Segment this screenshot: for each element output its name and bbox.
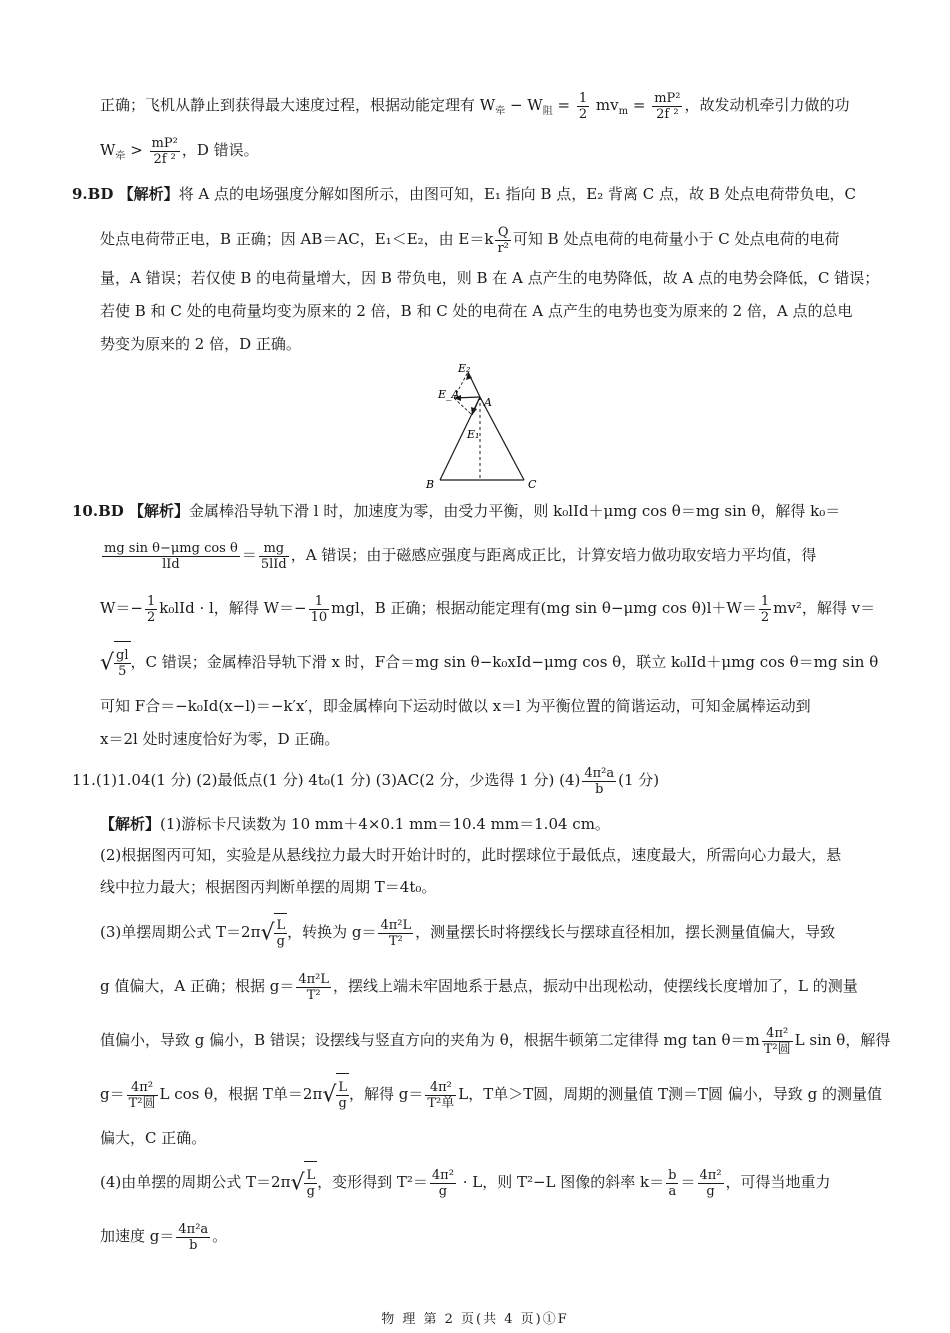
text-run: ＝ [241, 546, 257, 564]
text-line [100, 535, 870, 575]
text-line: 线中拉力最大；根据图丙判断单摆的周期 T＝4t₀。 [100, 878, 437, 896]
subscript: 牵 [115, 151, 126, 162]
denominator: g [276, 933, 285, 949]
text-run: ，解得 g＝ [349, 1085, 424, 1103]
numerator: mg [259, 541, 289, 557]
text-line [72, 183, 872, 205]
text-run: g＝ [100, 1085, 125, 1103]
fraction [698, 1168, 724, 1199]
numerator: 4π² [699, 1167, 722, 1183]
denominator: T²圆 [128, 1095, 156, 1111]
denominator: lId [162, 556, 180, 572]
text-line [100, 132, 870, 168]
denominator: g [706, 1183, 715, 1199]
numerator: gl [116, 647, 129, 663]
text-run: (1 分) [618, 771, 660, 789]
fraction [336, 1080, 349, 1111]
numerator: b [668, 1167, 677, 1183]
analysis-label: 【解析】 [100, 815, 161, 833]
subscript: 牵 [495, 106, 506, 117]
label-b: B [426, 478, 435, 491]
fraction [274, 918, 287, 949]
text-run: mv [591, 96, 619, 114]
numerator: 4π²L [380, 917, 412, 933]
radical-sign: √ [322, 1082, 337, 1107]
text-run: 11.(1)1.04(1 分) (2)最低点(1 分) 4t₀(1 分) (3)AC(2 分，少选得 1 分) (4) [72, 771, 581, 789]
radicand [304, 1161, 317, 1206]
fraction [652, 91, 682, 122]
text-line [100, 640, 879, 684]
text-run: 处点电荷带正电，B 正确；因 AB＝AC，E₁＜E₂，由 E＝k [100, 230, 494, 248]
numerator: mP² [654, 90, 681, 106]
radical-sign: √ [290, 1170, 305, 1195]
fraction [582, 766, 616, 797]
numerator: L [338, 1079, 348, 1095]
text-run: · L，则 T²−L 图像的斜率 k＝ [457, 1173, 665, 1191]
square-root [322, 1073, 349, 1118]
numerator: L [306, 1167, 316, 1183]
numerator: 4π²a [178, 1221, 209, 1237]
text-line: 量，A 错误；若仅使 B 的电荷量增大，因 B 带负电，则 B 在 A 点产生的电势降低，故 A 点的电势会降低，C 错误； [100, 269, 880, 287]
question-header: 10.BD 【解析】 [72, 502, 190, 520]
text-run: 金属棒沿导轨下滑 l 时，加速度为零，由受力平衡，则 k₀lId＋μmg cos θ＝mg sin θ，解得 k₀＝ [189, 502, 841, 520]
text-run: ，故发动机牵引力做的功 [684, 96, 850, 114]
text-line: 可知 F合＝−k₀Id(x−l)＝−k′x′，即金属棒向下运动时做以 x＝l 为平衡位置的简谐运动，可知金属棒运动到 [100, 697, 811, 715]
text-run: 正确；飞机从静止到获得最大速度过程，根据动能定理有 W [100, 96, 496, 114]
fraction [259, 541, 289, 572]
text-line [72, 762, 872, 798]
text-run: W＝− [100, 599, 143, 617]
denominator: T²圆 [763, 1041, 791, 1057]
text-run: 可知 B 处点电荷的电荷量小于 C 处点电荷的电荷 [512, 230, 840, 248]
denominator: r² [497, 240, 509, 256]
fraction [430, 1168, 456, 1199]
denominator: 10 [310, 609, 328, 625]
denominator: g [438, 1183, 448, 1199]
denominator: T²单 [427, 1095, 455, 1111]
text-run: ，转换为 g＝ [287, 923, 377, 941]
text-run: ，摆线上端未牢固地系于悬点，振动中出现松动，使摆线长度增加了，L 的测量 [333, 977, 858, 995]
denominator: g [338, 1095, 347, 1111]
numerator: 4π²a [584, 765, 615, 781]
label-e2: E₂ [458, 362, 471, 375]
fraction [145, 594, 157, 625]
text-line [100, 813, 870, 835]
text-line [72, 500, 872, 522]
text-line: (2)根据图丙可知，实验是从悬线拉力最大时开始计时的，此时摆球位于最低点，速度最大，所需向心力最大，悬 [100, 846, 842, 864]
text-line [100, 912, 870, 952]
numerator: 4π² [127, 1080, 158, 1096]
square-root [100, 641, 131, 686]
text-run: > [125, 141, 148, 159]
text-run: 加速度 g＝ [100, 1227, 175, 1245]
text-line: 若使 B 和 C 处的电荷量均变为原来的 2 倍，B 和 C 处的电荷在 A 点产生的电势也变为原来的 2 倍，A 点的总电 [100, 302, 853, 320]
text-line [100, 1160, 870, 1204]
denominator: T² [388, 933, 403, 949]
label-e1: E₁ [467, 428, 480, 441]
numerator: Q [495, 225, 510, 241]
radicand [114, 641, 130, 686]
numerator: 1 [309, 594, 330, 610]
text-run: 。 [212, 1227, 228, 1245]
denominator: b [189, 1237, 198, 1253]
text-run: g 值偏大，A 正确；根据 g＝ [100, 977, 295, 995]
fraction [495, 225, 510, 256]
fraction [127, 1080, 158, 1111]
denominator: 5 [118, 663, 127, 679]
text-run: 值偏小，导致 g 偏小，B 错误；设摆线与竖直方向的夹角为 θ，根据牛顿第二定律得 mg tan θ＝m [100, 1031, 760, 1049]
text-line [100, 1072, 882, 1116]
denominator: g [306, 1183, 315, 1199]
denominator: 5lId [260, 556, 287, 572]
text-run: − W [505, 96, 543, 114]
label-a: A [484, 396, 492, 409]
text-line [100, 966, 870, 1006]
text-run: = [552, 96, 575, 114]
fraction [304, 1168, 317, 1199]
question-header: 9.BD 【解析】 [72, 185, 179, 203]
fraction [425, 1080, 456, 1111]
text-run: ＝ [680, 1173, 696, 1191]
text-line [100, 588, 876, 628]
fraction [114, 648, 130, 679]
numerator: 4π² [431, 1167, 454, 1183]
text-line [100, 222, 870, 256]
text-run: ，测量摆长时将摆线长与摆球直径相加，摆长测量值偏大，导致 [415, 923, 836, 941]
fraction [577, 91, 589, 122]
square-root [290, 1161, 317, 1206]
radicand [274, 913, 287, 954]
text-run: W [100, 141, 116, 159]
numerator: mP² [151, 135, 178, 151]
text-run: k₀lId · l，解得 W＝− [159, 599, 307, 617]
text-line: 偏大，C 正确。 [100, 1129, 207, 1147]
subscript: 阻 [542, 106, 553, 117]
fraction [176, 1222, 210, 1253]
fraction [102, 541, 240, 572]
text-run: (3)单摆周期公式 T＝2π [100, 923, 261, 941]
text-run: mv²，解得 v＝ [773, 599, 876, 617]
label-c: C [528, 478, 537, 491]
numerator: 4π² [762, 1026, 793, 1042]
fraction [762, 1026, 793, 1057]
text-run: 将 A 点的电场强度分解如图所示，由图可知，E₁ 指向 B 点，E₂ 背离 C 点，故 B 处点电荷带负电，C [178, 185, 857, 203]
text-line [100, 1018, 891, 1062]
text-run: ，C 错误；金属棒沿导轨下滑 x 时，F合＝mg sin θ−k₀xId−μmg cos θ，联立 k₀lId＋μmg cos θ＝mg sin θ [130, 653, 879, 671]
fraction [309, 594, 330, 625]
text-run: (4)由单摆的周期公式 T＝2π [100, 1173, 291, 1191]
square-root [260, 913, 287, 954]
denominator: 2 [147, 609, 156, 625]
denominator: T² [306, 987, 321, 1003]
numerator: mg sin θ−μmg cos θ [104, 540, 238, 556]
text-run: ，A 错误；由于磁感应强度与距离成正比，计算安培力做功取安培力平均值，得 [290, 546, 817, 564]
subscript: m [618, 106, 629, 117]
page-footer: 物 理 第 2 页(共 4 页)①F [381, 1312, 569, 1327]
denominator: a [668, 1183, 677, 1199]
text-line: x＝2l 处时速度恰好为零，D 正确。 [100, 730, 340, 748]
arrowhead-e1 [471, 407, 477, 415]
text-run: L，T单＞T圆，周期的测量值 T测＝T圆 偏小，导致 g 的测量值 [458, 1085, 882, 1103]
numerator: L [276, 917, 286, 933]
numerator: 4π²L [298, 971, 330, 987]
numerator: 1 [578, 90, 588, 106]
denominator: 2f ² [153, 151, 176, 167]
numerator: 1 [760, 593, 770, 609]
denominator: 2 [760, 609, 770, 625]
text-run: = [628, 96, 651, 114]
numerator: 1 [147, 593, 156, 609]
text-run: ，可得当地重力 [725, 1173, 831, 1191]
fraction [150, 136, 180, 167]
denominator: 2f ² [656, 106, 679, 122]
text-run: L cos θ，根据 T单＝2π [159, 1085, 323, 1103]
fraction [666, 1168, 678, 1199]
radicand [336, 1073, 349, 1118]
radical-sign: √ [260, 920, 275, 945]
text-run: ，变形得到 T²＝ [317, 1173, 428, 1191]
label-ea: E_A [438, 388, 460, 401]
text-line [100, 88, 870, 122]
numerator: 4π² [425, 1080, 456, 1096]
fraction [378, 918, 413, 949]
radical-sign: √ [100, 650, 115, 675]
text-run: mgl，B 正确；根据动能定理有(mg sin θ−μmg cos θ)l＋W＝ [331, 599, 757, 617]
text-line [100, 1216, 870, 1256]
text-run: L sin θ，解得 [794, 1031, 891, 1049]
text-line: 势变为原来的 2 倍，D 正确。 [100, 335, 301, 353]
text-run: ，D 错误。 [181, 141, 259, 159]
triangle-side-ac [480, 397, 524, 480]
denominator: 2 [578, 106, 588, 122]
electric-field-diagram [420, 360, 550, 490]
fraction [296, 972, 331, 1003]
denominator: b [595, 781, 604, 797]
fraction [759, 594, 771, 625]
text-run: (1)游标卡尺读数为 10 mm＋4×0.1 mm＝10.4 mm＝1.04 cm。 [160, 815, 610, 833]
